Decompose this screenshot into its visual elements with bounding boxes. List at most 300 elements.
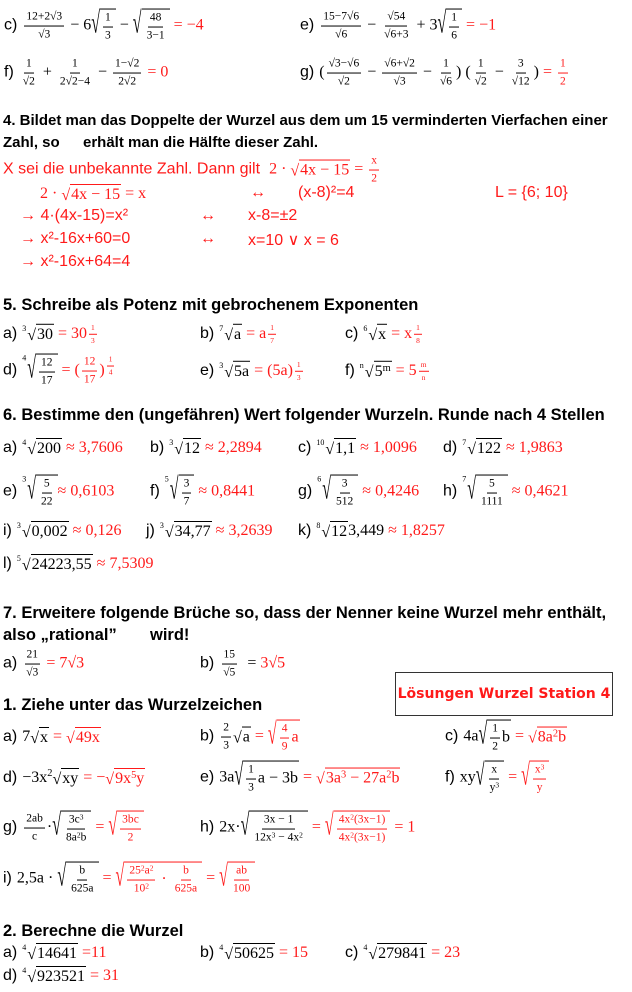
exercise-label: j) [146, 522, 155, 539]
radicand [114, 768, 145, 788]
q6-f [150, 475, 255, 510]
denominator [173, 881, 199, 897]
fraction [24, 10, 64, 43]
exercise-e [300, 9, 496, 44]
superscript [266, 323, 278, 345]
fraction [145, 11, 167, 44]
math-text: 7 [22, 728, 31, 745]
math-text: 1 [105, 11, 111, 24]
fraction [120, 813, 141, 846]
answer [265, 154, 381, 187]
math-text: 4x [338, 813, 351, 826]
answer [79, 768, 145, 788]
radical [66, 727, 101, 747]
expression [22, 354, 57, 389]
q4-step1: → 4·(4x-15)=x² [20, 207, 129, 224]
radicand [377, 943, 427, 963]
radical [234, 761, 299, 796]
q6-i [3, 521, 121, 541]
root-index: 10 [316, 438, 325, 447]
q1-i [3, 862, 255, 897]
math-text: √2 [22, 75, 35, 88]
math-text: ) ( [456, 64, 471, 81]
q2-d [3, 966, 119, 986]
answer [250, 360, 305, 382]
math-text: n [421, 372, 426, 382]
radical [521, 761, 549, 796]
q4-equation [40, 184, 146, 204]
fraction [39, 477, 55, 510]
radical-sign-icon: √ [437, 8, 447, 42]
exercise-label: e) [200, 362, 215, 379]
math-text: = [250, 728, 268, 745]
radicand [31, 521, 69, 541]
denominator [82, 372, 98, 388]
superscript [412, 323, 424, 345]
exercise-label: g) [298, 483, 313, 500]
root-index: 8 [316, 521, 321, 530]
math-text: = (5a) [250, 362, 293, 379]
radical [219, 862, 255, 897]
expression [317, 475, 358, 510]
exercise-label: g) [3, 819, 18, 836]
math-text: + [38, 64, 56, 81]
fraction [173, 864, 199, 897]
math-text: 3 [296, 372, 301, 382]
expression [319, 9, 462, 44]
fraction [103, 11, 113, 44]
radicand [36, 943, 78, 963]
math-text: b [183, 864, 189, 877]
math-text: 1 [443, 57, 449, 70]
math-text: 5 [43, 477, 50, 490]
math-text: 3−1 [146, 29, 165, 42]
math-text: √6 [335, 28, 348, 41]
exercise-label: d) [3, 362, 18, 379]
math-text: 50625 [234, 945, 275, 962]
answer [299, 768, 400, 788]
math-text: a [144, 864, 150, 877]
fraction [488, 763, 502, 796]
math-text: 1−√2 [115, 57, 140, 70]
radicand [485, 761, 505, 796]
math-text: 48 [149, 11, 162, 24]
math-text: xy [459, 769, 476, 786]
q5-e [200, 360, 305, 382]
denominator [69, 881, 95, 897]
fraction [327, 57, 362, 90]
math-text: ≈ 0,6103 [57, 483, 115, 500]
radicand [36, 475, 58, 510]
math-text: 17 [41, 374, 53, 387]
math-text: a [242, 729, 250, 746]
fraction [321, 10, 361, 43]
radical-sign-icon: √ [30, 730, 40, 747]
math-text: a − 3b [257, 770, 299, 787]
denominator [334, 494, 355, 510]
math-text: 2ab [26, 812, 43, 825]
radical-sign-icon: √ [27, 969, 37, 986]
q2-heading: 2. Berechne die Wurzel [3, 922, 184, 940]
superscript [541, 763, 545, 773]
denominator [221, 665, 237, 681]
q4-heading-line1: 4. Bildet man das Doppelte der Wurzel aus dem um 15 verminderten Vierfachen einer [3, 112, 608, 129]
math-text: 30 [37, 326, 54, 343]
answer [387, 323, 424, 345]
numerator [24, 812, 45, 829]
numerator [113, 57, 141, 74]
exercise-label: c) [345, 944, 359, 961]
expression [316, 521, 384, 541]
math-text: 2√2−4 [59, 75, 90, 88]
math-text: ab [236, 864, 248, 877]
math-text: 6 [451, 29, 458, 42]
math-text: 2 [223, 721, 229, 734]
radical [52, 768, 79, 788]
math-text: ≈ 0,8441 [194, 483, 256, 500]
radicand [334, 811, 391, 846]
math-text: 12 [184, 440, 201, 457]
radical-sign-icon: √ [290, 163, 300, 180]
radical [363, 943, 427, 963]
denominator [333, 27, 349, 43]
numerator [327, 57, 362, 74]
math-text: 3 [105, 29, 111, 42]
denominator [369, 171, 379, 187]
math-text: 9 [281, 740, 288, 753]
math-text: = [510, 728, 529, 745]
math-text: x [40, 729, 49, 746]
math-text: 8a [537, 729, 553, 746]
answer [358, 483, 419, 501]
root-index: 4 [219, 943, 224, 952]
superscript [105, 355, 117, 377]
exercise-label: g) [300, 64, 315, 81]
math-text: 15 [223, 648, 236, 661]
root-index: 3 [22, 324, 27, 333]
radical [219, 324, 242, 344]
fraction [558, 57, 568, 90]
denominator [479, 494, 505, 510]
radical-sign-icon: √ [132, 8, 142, 42]
math-text: √5 [223, 666, 236, 679]
denominator [107, 366, 115, 377]
radicand [36, 354, 58, 389]
answer [143, 64, 168, 82]
radical-sign-icon: √ [21, 557, 31, 574]
math-text: ) [533, 64, 539, 81]
radical [22, 354, 57, 389]
math-text: = 30 [54, 325, 88, 342]
radicand [446, 9, 462, 44]
radical [325, 811, 390, 846]
answer [58, 483, 115, 501]
math-text: 12+2√3 [26, 10, 63, 23]
q5-heading: 5. Schreibe als Potenz mit gebrochenem Exponenten [3, 296, 419, 314]
denominator [488, 780, 502, 796]
q1-f [445, 761, 549, 796]
math-text: 25 [129, 864, 141, 877]
numerator [107, 355, 115, 367]
radical-sign-icon: √ [52, 771, 62, 788]
root-index: n [359, 361, 364, 370]
q6-c [298, 438, 417, 458]
denominator [280, 739, 290, 755]
radical [165, 475, 195, 510]
math-text: = x [387, 325, 413, 342]
math-text: 12 [331, 523, 348, 540]
q1-a [3, 727, 101, 747]
math-text: 2 [149, 863, 154, 873]
math-text: √6+√2 [384, 57, 415, 70]
denominator [145, 28, 167, 44]
exercise-label: b) [150, 439, 165, 456]
math-text: 1 [25, 57, 32, 70]
math-text: = 1 [390, 819, 416, 836]
math-text: 1 [296, 359, 301, 369]
math-text: ) [99, 362, 105, 379]
answer [58, 355, 117, 388]
root-index: 6 [363, 324, 368, 333]
numerator [24, 57, 34, 74]
denominator [58, 74, 92, 90]
radical [476, 761, 504, 796]
math-text: 1 [248, 763, 254, 776]
numerator [337, 813, 388, 830]
numerator [182, 477, 192, 494]
radical [30, 727, 49, 747]
math-text: √54 [387, 10, 406, 23]
fraction [231, 864, 252, 897]
math-text: 2 [47, 768, 53, 779]
math-text: 3a [219, 769, 235, 786]
superscript [87, 323, 99, 345]
answer [511, 727, 567, 747]
math-text: = − [79, 769, 106, 786]
radical-sign-icon: √ [521, 760, 530, 794]
math-text: 3 [271, 830, 276, 840]
radical-sign-icon: √ [164, 524, 174, 541]
denominator [221, 738, 231, 754]
answer [275, 944, 308, 962]
denominator [21, 74, 37, 90]
radical-sign-icon: √ [325, 441, 335, 458]
math-text: 5 [374, 363, 383, 380]
answer [54, 323, 99, 345]
math-text: ≈ 0,126 [68, 522, 122, 539]
math-text: 1 [477, 57, 484, 70]
radical-sign-icon: √ [322, 474, 332, 508]
radical-sign-icon: √ [475, 760, 485, 794]
math-text: b [79, 864, 86, 877]
q5-f [345, 360, 431, 382]
math-text: 1 [91, 322, 95, 332]
radical [17, 521, 69, 541]
exercise-label: e) [3, 483, 18, 500]
math-text: 3a [325, 770, 341, 787]
expression [460, 761, 504, 796]
radical [116, 862, 203, 897]
numerator [558, 57, 568, 74]
q1-c [445, 720, 567, 755]
denominator [252, 830, 305, 846]
answer [78, 944, 106, 962]
math-text: 24223,55 [31, 556, 92, 573]
radical-sign-icon: √ [174, 441, 184, 458]
answer [170, 17, 204, 35]
expression [316, 438, 356, 458]
exercise-label: l) [3, 555, 12, 572]
exercise-label: e) [200, 769, 215, 786]
fraction [113, 57, 141, 90]
denominator [103, 28, 113, 44]
radical-sign-icon: √ [27, 474, 37, 508]
math-text: = 7√3 [42, 655, 85, 672]
radical-sign-icon: √ [324, 810, 334, 844]
radical [462, 475, 508, 510]
math-text: 21 [26, 648, 39, 661]
math-text: =11 [78, 944, 107, 961]
math-text: 3 [79, 812, 84, 822]
radicand [233, 361, 250, 381]
numerator [489, 763, 499, 780]
numerator [385, 10, 407, 27]
q7-b [200, 648, 285, 681]
expression [219, 648, 260, 681]
math-text: = [538, 64, 556, 81]
expression [22, 811, 91, 846]
math-text: 15−7√6 [323, 10, 360, 23]
denominator [535, 780, 545, 796]
denominator [36, 27, 52, 43]
fraction [414, 323, 422, 345]
radical-sign-icon: √ [91, 8, 100, 42]
q6-l [3, 554, 153, 574]
root-index: 3 [169, 438, 174, 447]
q2-c [345, 943, 460, 963]
root-index: 4 [22, 966, 27, 975]
radical-sign-icon: √ [61, 187, 71, 204]
numerator [419, 360, 429, 372]
denominator [490, 739, 500, 755]
math-text: 3 [540, 762, 545, 772]
q6-h [443, 475, 569, 510]
radical-sign-icon: √ [224, 946, 234, 963]
radical-sign-icon: √ [233, 730, 242, 747]
radical-sign-icon: √ [364, 364, 374, 381]
numerator [262, 813, 296, 830]
numerator [382, 57, 417, 74]
answer [40, 184, 146, 204]
math-text: 122 [477, 440, 502, 457]
exercise-label: i) [3, 522, 12, 539]
numerator [369, 154, 379, 171]
math-text: 279841 [378, 945, 427, 962]
radicand [61, 768, 79, 788]
math-text: − [418, 64, 436, 81]
exercise-label: b) [200, 655, 215, 672]
expression [462, 438, 502, 458]
root-index: 5 [16, 554, 21, 563]
radical [219, 943, 275, 963]
exercise-g [300, 57, 570, 90]
answer [462, 17, 496, 35]
exercise-label: h) [443, 483, 458, 500]
q7-heading-line1: 7. Erweitere folgende Brüche so, dass der Nenner keine Wurzel mehr enthält, [3, 604, 607, 622]
math-text: √2 [337, 75, 350, 88]
radical [22, 943, 78, 963]
answer [91, 811, 143, 846]
math-text: = 31 [86, 967, 120, 984]
radical [160, 521, 212, 541]
answer [384, 522, 445, 540]
math-text: 4 [281, 722, 288, 735]
math-text: = −4 [169, 17, 204, 34]
numerator [82, 355, 98, 372]
denominator [510, 74, 532, 90]
denominator [438, 74, 454, 90]
numerator [268, 323, 276, 335]
exercise-label: d) [3, 769, 18, 786]
math-text: 1,1 [335, 440, 356, 457]
expression [22, 727, 49, 747]
math-text: √2 [474, 75, 487, 88]
answer [502, 439, 563, 457]
fraction [64, 813, 88, 846]
math-text: − [490, 64, 508, 81]
denominator [182, 494, 192, 510]
radical-sign-icon: √ [169, 474, 179, 508]
exercise-label: b) [200, 728, 215, 745]
q1-g [3, 811, 144, 846]
math-text: = [239, 655, 261, 672]
radicand [36, 966, 86, 986]
equivalence-arrow: ↔ [200, 207, 216, 224]
radical-sign-icon: √ [240, 810, 250, 844]
radical-sign-icon: √ [21, 524, 31, 541]
radicand [233, 324, 242, 344]
numerator [148, 11, 164, 28]
root-index: 3 [22, 474, 27, 484]
numerator [246, 763, 256, 780]
math-text: 1 [492, 722, 498, 735]
exercise-label: a) [3, 655, 18, 672]
radical [316, 521, 348, 541]
radical [317, 475, 358, 510]
answer [42, 655, 84, 673]
radicand [374, 361, 392, 381]
radicand [36, 324, 54, 344]
math-text: 3√5 [260, 655, 286, 672]
numerator [127, 864, 155, 881]
math-text: − [93, 64, 112, 81]
radicand [334, 438, 356, 458]
expression [463, 720, 511, 755]
math-text: (3x−1) [353, 813, 386, 826]
math-text: 8 [416, 335, 420, 345]
root-index: 7 [219, 324, 224, 333]
math-text: m [382, 363, 391, 374]
math-text: √3 [26, 666, 39, 679]
radical [363, 324, 387, 344]
math-text: 4 [108, 367, 113, 377]
math-text: = [91, 819, 109, 836]
fraction [438, 57, 454, 90]
q7-heading-line2b: wird! [150, 626, 190, 644]
radical [61, 184, 121, 204]
expression [219, 324, 242, 344]
q4-heading-line2b: erhält man die Hälfte dieser Zahl. [83, 134, 319, 151]
